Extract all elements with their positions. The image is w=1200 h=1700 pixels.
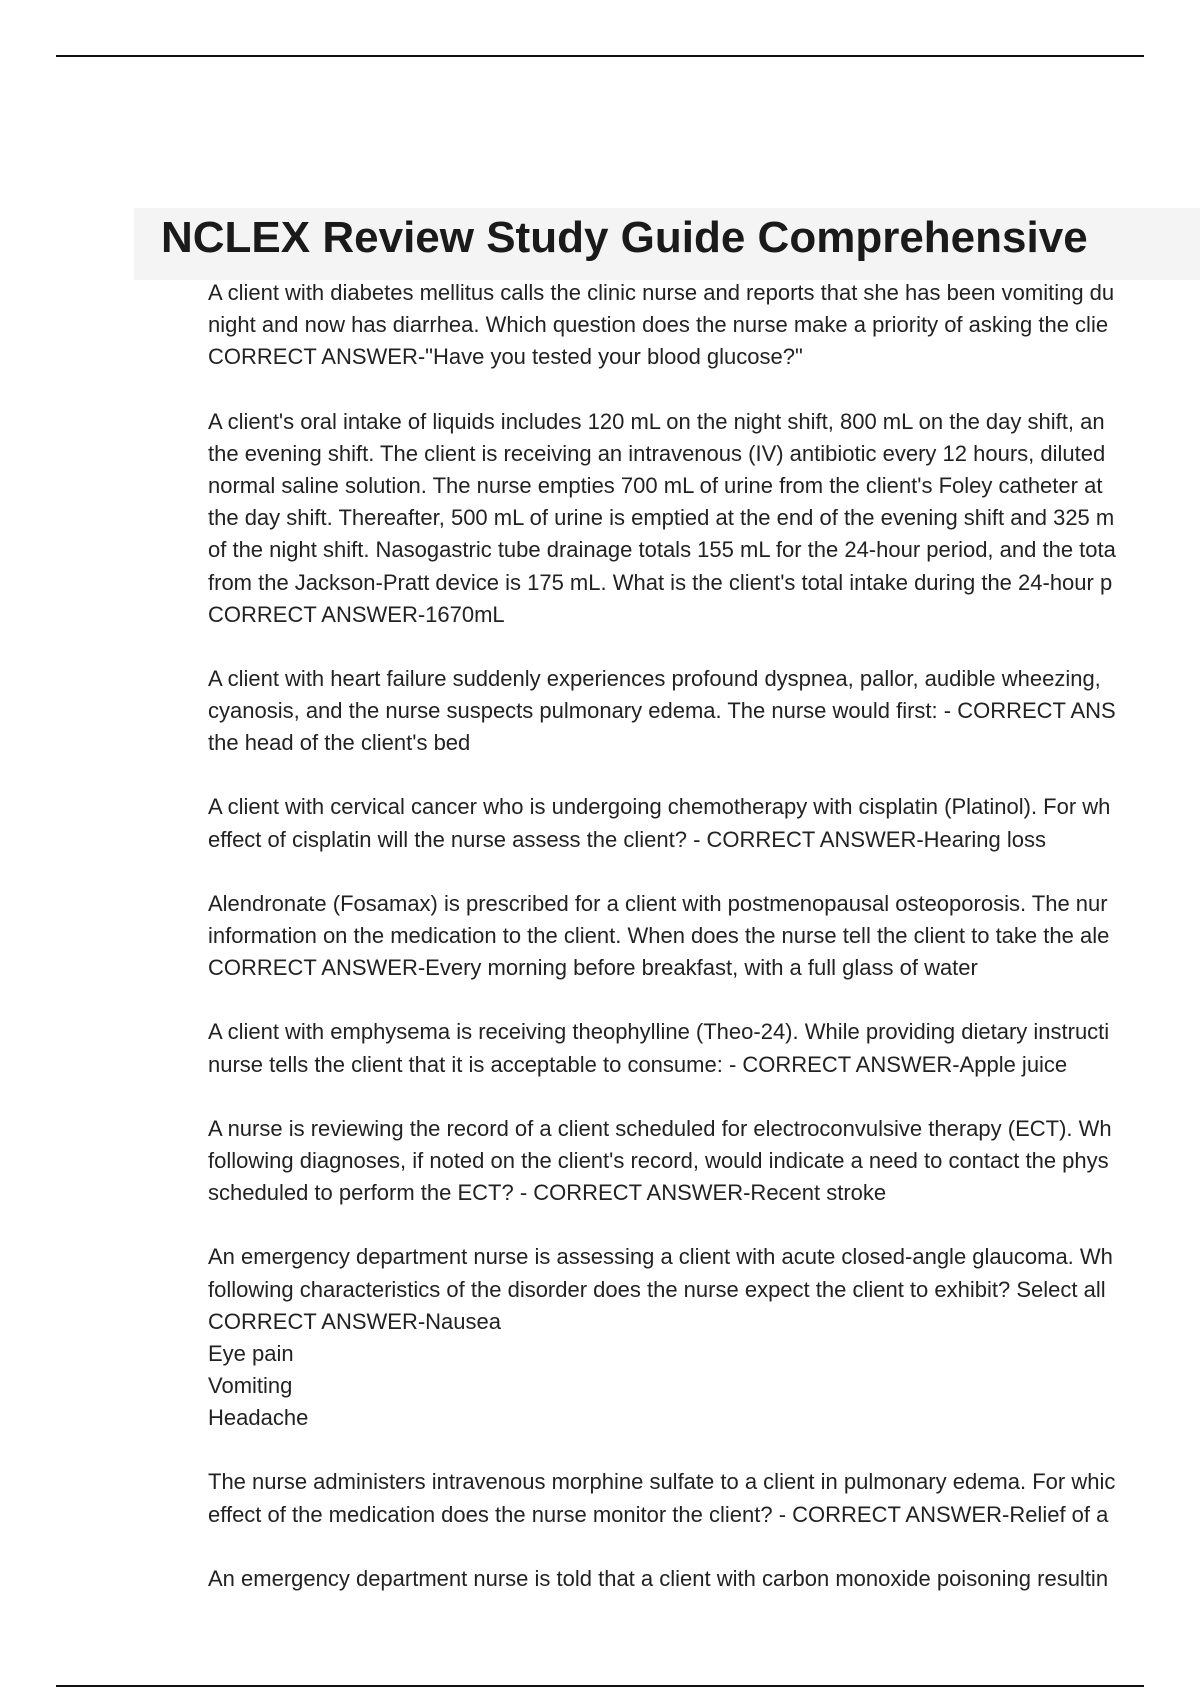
answer-line: CORRECT ANSWER-Nausea [208,1308,501,1334]
answer-line: scheduled to perform the ECT? - CORRECT ANSWER-Recent stroke [208,1180,887,1206]
answer-line: effect of the medication does the nurse monitor the client? - CORRECT ANSWER-Relief of a [208,1501,1109,1527]
answer-line: Vomiting [208,1373,293,1399]
question-line: A client with diabetes mellitus calls the clinic nurse and reports that she has been vomiting du [208,280,1115,305]
question-line: the evening shift. The client is receiving an intravenous (IV) antibiotic every 12 hours, diluted [208,440,1106,466]
qa-entry [208,1241,1200,1434]
qa-entry [208,277,1200,374]
qa-entry [208,888,1200,985]
qa-entry [208,1466,1200,1530]
top-rule [56,55,1144,57]
question-line: A nurse is reviewing the record of a client scheduled for electroconvulsive therapy (ECT). Wh [208,1115,1112,1141]
answer-line: Eye pain [208,1340,294,1366]
answer-line: CORRECT ANSWER-1670mL [208,601,505,627]
answer-line: nurse tells the client that it is acceptable to consume: - CORRECT ANSWER-Apple juice [208,1051,1068,1077]
question-line: night and now has diarrhea. Which question does the nurse make a priority of asking the clie [208,312,1109,338]
question-line: the day shift. Thereafter, 500 mL of urine is emptied at the end of the evening shift and 325 m [208,505,1115,531]
question-line: An emergency department nurse is told that a client with carbon monoxide poisoning resultin [208,1565,1109,1591]
document-body [208,277,1200,1602]
question-line: from the Jackson-Pratt device is 175 mL. What is the client's total intake during the 24-hour p [208,569,1113,595]
qa-entry [208,1113,1200,1210]
qa-entry [208,1016,1200,1080]
question-line: following diagnoses, if noted on the client's record, would indicate a need to contact the phys [208,1147,1109,1173]
document-title: NCLEX Review Study Guide Comprehensive [161,213,1088,262]
answer-line: CORRECT ANSWER-"Have you tested your blood glucose?" [208,344,803,370]
question-line: normal saline solution. The nurse empties 700 mL of urine from the client's Foley catheter at [208,472,1103,498]
question-line: information on the medication to the client. When does the nurse tell the client to take the ale [208,923,1110,948]
question-line: following characteristics of the disorder does the nurse expect the client to exhibit? Select all [208,1276,1106,1302]
answer-line: Headache [208,1405,309,1431]
question-line: The nurse administers intravenous morphine sulfate to a client in pulmonary edema. For whic [208,1469,1116,1495]
question-line: A client with heart failure suddenly experiences profound dyspnea, pallor, audible wheezing, [208,665,1101,691]
question-line: cyanosis, and the nurse suspects pulmonary edema. The nurse would first: - CORRECT ANS [208,698,1116,724]
answer-line: CORRECT ANSWER-Every morning before breakfast, with a full glass of water [208,955,978,981]
answer-line: the head of the client's bed [208,730,471,756]
qa-entry [208,791,1200,855]
qa-entry [208,663,1200,760]
question-line: An emergency department nurse is assessing a client with acute closed-angle glaucoma. Wh [208,1244,1113,1270]
question-line: A client with cervical cancer who is undergoing chemotherapy with cisplatin (Platinol). For wh [208,794,1111,820]
bottom-rule [56,1685,1144,1687]
question-line: A client with emphysema is receiving theophylline (Theo-24). While providing dietary instructi [208,1019,1110,1045]
question-line: Alendronate (Fosamax) is prescribed for a client with postmenopausal osteoporosis. The nur [208,890,1108,916]
qa-entry [208,406,1200,631]
answer-line: effect of cisplatin will the nurse assess the client? - CORRECT ANSWER-Hearing loss [208,826,1046,852]
question-line: A client's oral intake of liquids includes 120 mL on the night shift, 800 mL on the day shift, an [208,408,1105,434]
question-line: of the night shift. Nasogastric tube drainage totals 155 mL for the 24-hour period, and the tota [208,537,1116,563]
qa-entry [208,1563,1200,1595]
